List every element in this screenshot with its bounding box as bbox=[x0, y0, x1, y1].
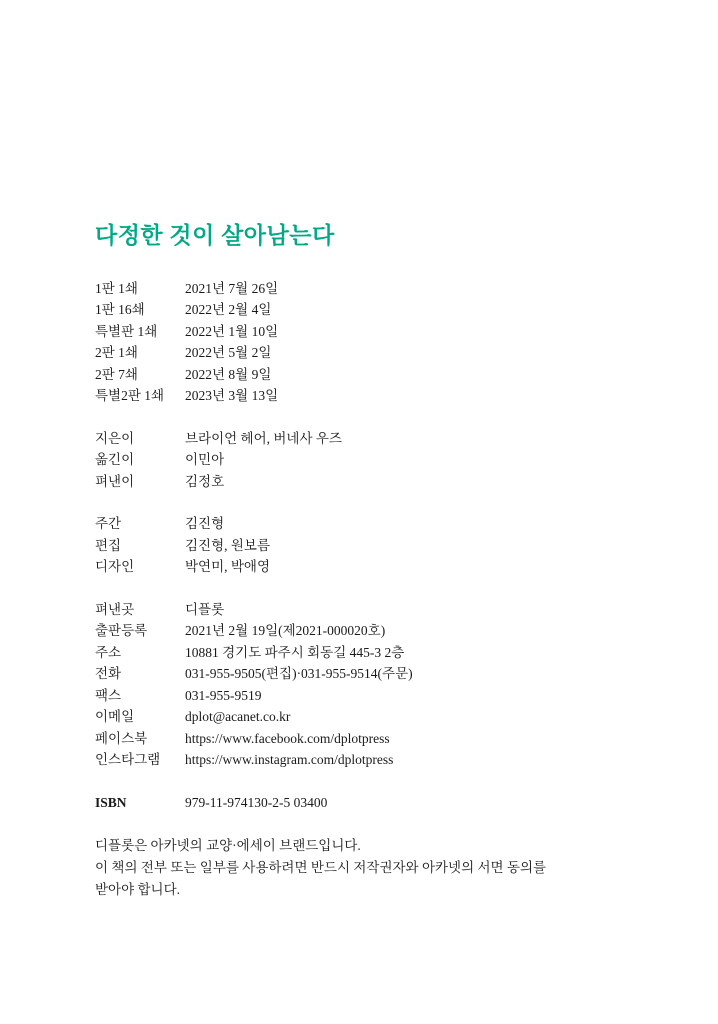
publisher-value: 2021년 2월 19일(제2021-000020호) bbox=[185, 623, 386, 639]
printing-label: 1판 16쇄 bbox=[95, 302, 145, 318]
staff-value: 박연미, 박애영 bbox=[185, 559, 270, 575]
isbn-block bbox=[95, 792, 655, 814]
publisher-label: 펴낸곳 bbox=[95, 601, 135, 617]
publisher-label: 주소 bbox=[95, 644, 122, 660]
printing-label: 1판 1쇄 bbox=[95, 280, 138, 296]
facebook-link[interactable]: https://www.facebook.com/dplotpress bbox=[185, 730, 390, 746]
printing-row bbox=[95, 321, 655, 343]
publisher-row bbox=[95, 663, 655, 685]
printing-row bbox=[95, 278, 655, 300]
staff-value: 김진형, 원보름 bbox=[185, 537, 270, 553]
isbn-row bbox=[95, 792, 655, 814]
publisher-row bbox=[95, 685, 655, 707]
printing-row bbox=[95, 342, 655, 364]
publisher-value: 10881 경기도 파주시 회동길 445-3 2층 bbox=[185, 644, 405, 660]
email-value[interactable]: dplot@acanet.co.kr bbox=[185, 709, 291, 725]
publisher-label: 페이스북 bbox=[95, 730, 148, 746]
printing-row bbox=[95, 364, 655, 386]
credit-label: 지은이 bbox=[95, 430, 135, 446]
copyright-notice bbox=[95, 835, 655, 901]
staff-label: 디자인 bbox=[95, 559, 135, 575]
staff-row bbox=[95, 535, 655, 557]
printing-date: 2022년 2월 4일 bbox=[185, 302, 272, 318]
printing-date: 2022년 5월 2일 bbox=[185, 345, 272, 361]
publisher-label: 전화 bbox=[95, 666, 122, 682]
isbn-label: ISBN bbox=[95, 794, 127, 810]
notice-line: 받아야 합니다. bbox=[95, 882, 180, 898]
publisher-value: 031-955-9505(편집)·031-955-9514(주문) bbox=[185, 666, 413, 682]
publisher-row bbox=[95, 728, 655, 750]
credit-row bbox=[95, 449, 655, 471]
publisher-row bbox=[95, 706, 655, 728]
printing-label: 특별2판 1쇄 bbox=[95, 388, 165, 404]
printing-history-block bbox=[95, 278, 655, 407]
publisher-value: 디플롯 bbox=[185, 601, 225, 617]
staff-block bbox=[95, 513, 655, 578]
isbn-value: 979-11-974130-2-5 03400 bbox=[185, 794, 328, 810]
printing-label: 2판 1쇄 bbox=[95, 345, 138, 361]
credit-value: 이민아 bbox=[185, 452, 225, 468]
notice-line: 디플롯은 아카넷의 교양·에세이 브랜드입니다. bbox=[95, 838, 361, 854]
publisher-label: 이메일 bbox=[95, 709, 135, 725]
credit-label: 펴낸이 bbox=[95, 473, 135, 489]
publisher-row bbox=[95, 599, 655, 621]
printing-date: 2022년 8월 9일 bbox=[185, 366, 272, 382]
publisher-block bbox=[95, 599, 655, 771]
credit-row bbox=[95, 428, 655, 450]
printing-date: 2023년 3월 13일 bbox=[185, 388, 279, 404]
book-title: 다정한 것이 살아남는다 bbox=[95, 223, 335, 248]
credit-value: 김정호 bbox=[185, 473, 225, 489]
staff-row bbox=[95, 513, 655, 535]
printing-label: 특별판 1쇄 bbox=[95, 323, 158, 339]
credit-row bbox=[95, 471, 655, 493]
staff-label: 주간 bbox=[95, 516, 122, 532]
publisher-label: 출판등록 bbox=[95, 623, 148, 639]
staff-value: 김진형 bbox=[185, 516, 225, 532]
printing-label: 2판 7쇄 bbox=[95, 366, 138, 382]
printing-row bbox=[95, 299, 655, 321]
staff-label: 편집 bbox=[95, 537, 122, 553]
printing-row bbox=[95, 385, 655, 407]
colophon-content bbox=[95, 222, 655, 901]
publisher-row bbox=[95, 749, 655, 771]
printing-date: 2022년 1월 10일 bbox=[185, 323, 279, 339]
publisher-label: 인스타그램 bbox=[95, 752, 161, 768]
publisher-label: 팩스 bbox=[95, 687, 122, 703]
credit-label: 옮긴이 bbox=[95, 452, 135, 468]
credits-block bbox=[95, 428, 655, 493]
credit-value: 브라이언 헤어, 버네사 우즈 bbox=[185, 430, 342, 446]
instagram-link[interactable]: https://www.instagram.com/dplotpress bbox=[185, 752, 394, 768]
notice-line: 이 책의 전부 또는 일부를 사용하려면 반드시 저작권자와 아카넷의 서면 동의를 bbox=[95, 860, 547, 876]
publisher-row bbox=[95, 620, 655, 642]
publisher-row bbox=[95, 642, 655, 664]
staff-row bbox=[95, 556, 655, 578]
printing-date: 2021년 7월 26일 bbox=[185, 280, 279, 296]
publisher-value: 031-955-9519 bbox=[185, 687, 262, 703]
